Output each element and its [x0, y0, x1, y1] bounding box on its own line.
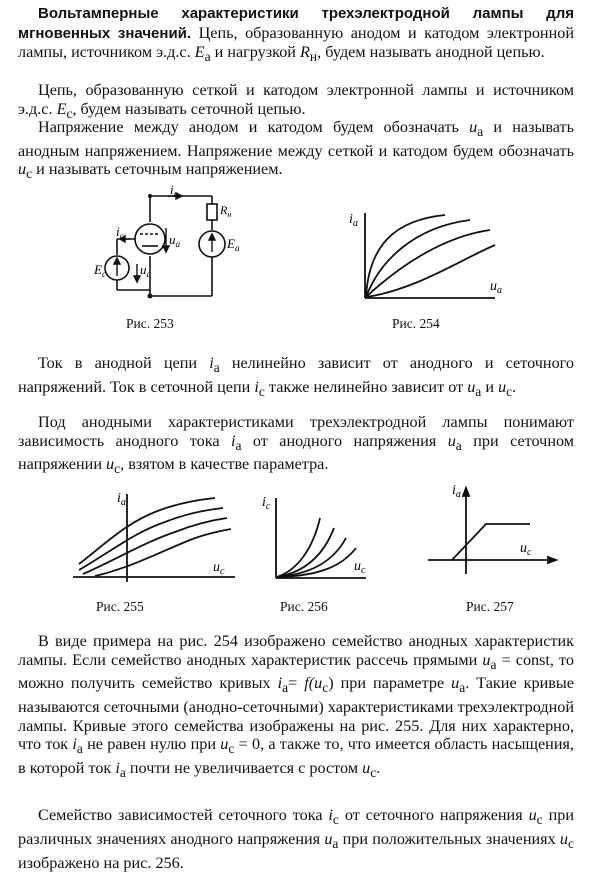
axis-y-label-256: $i_c$	[262, 495, 271, 512]
paragraph-grid-circuit: Цепь, образованную сеткой и катодом электронной лампы и источником э.д.с. $E_c$, будем называть сеточной цепью.	[18, 81, 574, 121]
caption-255: Рис. 255	[96, 599, 144, 614]
paragraph-currents: Ток в анодной цепи $i_a$ нелинейно зависит от анодного и сеточного напряжений. Ток в сеточной цепи $i_c$ также нелинейно зависит от $u_a$ и $u_c$.	[18, 354, 574, 400]
label-ua: $u_a$	[169, 232, 180, 249]
paragraph-anode-characteristics: Под анодными характеристиками трехэлектродной лампы понимают зависимость анодного тока $i_a$ от анодного напряжения $u_a$ при сеточном напряжении $u_c$, взятом в качестве параметра.	[18, 413, 575, 477]
paragraph-grid-characteristics: В виде примера на рис. 254 изображено семейство анодных характеристик лампы. Если семейство анодных характеристик рассечь прямыми $u_a$ = const, то можно получить семейство кривых $i_a= f(u_c)$ при параметре $u_a$. Такие кривые называются сеточными (анодно-сеточными) характеристиками трехэлектродной лампы. Кривые этого семейства изображены на рис. 255. Для них характерно, что ток $i_a$ не равен нулю при $u_c = 0$, а также то, что имеется область насыщения, в которой ток $i_a$ почти не увеличивается с ростом $u_c$.	[18, 632, 574, 781]
paragraph-voltages: Напряжение между анодом и катодом будем обозначать $u_a$ и называть анодным напряжением. Напряжение между сеткой и катодом будем обозначать $u_c$ и называть сеточным напряжением.	[18, 118, 575, 182]
label-rn: $R_н$	[220, 203, 232, 219]
figure-255-grid-characteristics	[65, 484, 245, 594]
axis-x-label-256: $u_c$	[354, 559, 366, 576]
caption-254: Рис. 254	[392, 316, 440, 331]
figure-254-anode-characteristics	[345, 205, 515, 305]
label-ec: $E_c$	[94, 262, 106, 279]
label-ic: $i_c$	[116, 224, 124, 241]
label-uc: $u_c$	[140, 262, 151, 279]
section-title: Вольтамперные характеристики трехэлектродной лампы для мгновенных значений.	[18, 5, 574, 42]
axis-y-label-257: $i_a$	[452, 483, 461, 500]
axis-y-label-254: $i_a$	[349, 212, 358, 229]
axis-y-label-255: $i_a$	[117, 491, 126, 508]
paragraph-grid-current-family: Семейство зависимостей сеточного тока $i_c$ от сеточного напряжения $u_c$ при различных значениях анодного напряжения $u_a$ при положительных значениях $u_c$ изображено на рис. 256.	[18, 806, 574, 872]
axis-x-label-257: $u_c$	[520, 541, 532, 558]
axis-x-label-255: $u_c$	[213, 560, 225, 577]
figure-256-grid-current	[258, 488, 378, 590]
figure-253-circuit	[90, 184, 240, 309]
label-ia: $i_a$	[170, 184, 179, 199]
paragraph-anode-circuit: Вольтамперные характеристики трехэлектродной лампы для мгновенных значений. Цепь, образованную анодом и катодом электронной лампы, источником э.д.с. $E_a$ и нагрузкой $R_н$, будем называть анодной цепью.	[18, 5, 574, 65]
caption-253: Рис. 253	[126, 316, 174, 331]
figure-257-idealized	[424, 478, 564, 590]
caption-256: Рис. 256	[280, 599, 328, 614]
caption-257: Рис. 257	[466, 599, 514, 614]
label-ea: $E_a$	[227, 236, 240, 253]
axis-x-label-254: $u_a$	[490, 279, 502, 296]
